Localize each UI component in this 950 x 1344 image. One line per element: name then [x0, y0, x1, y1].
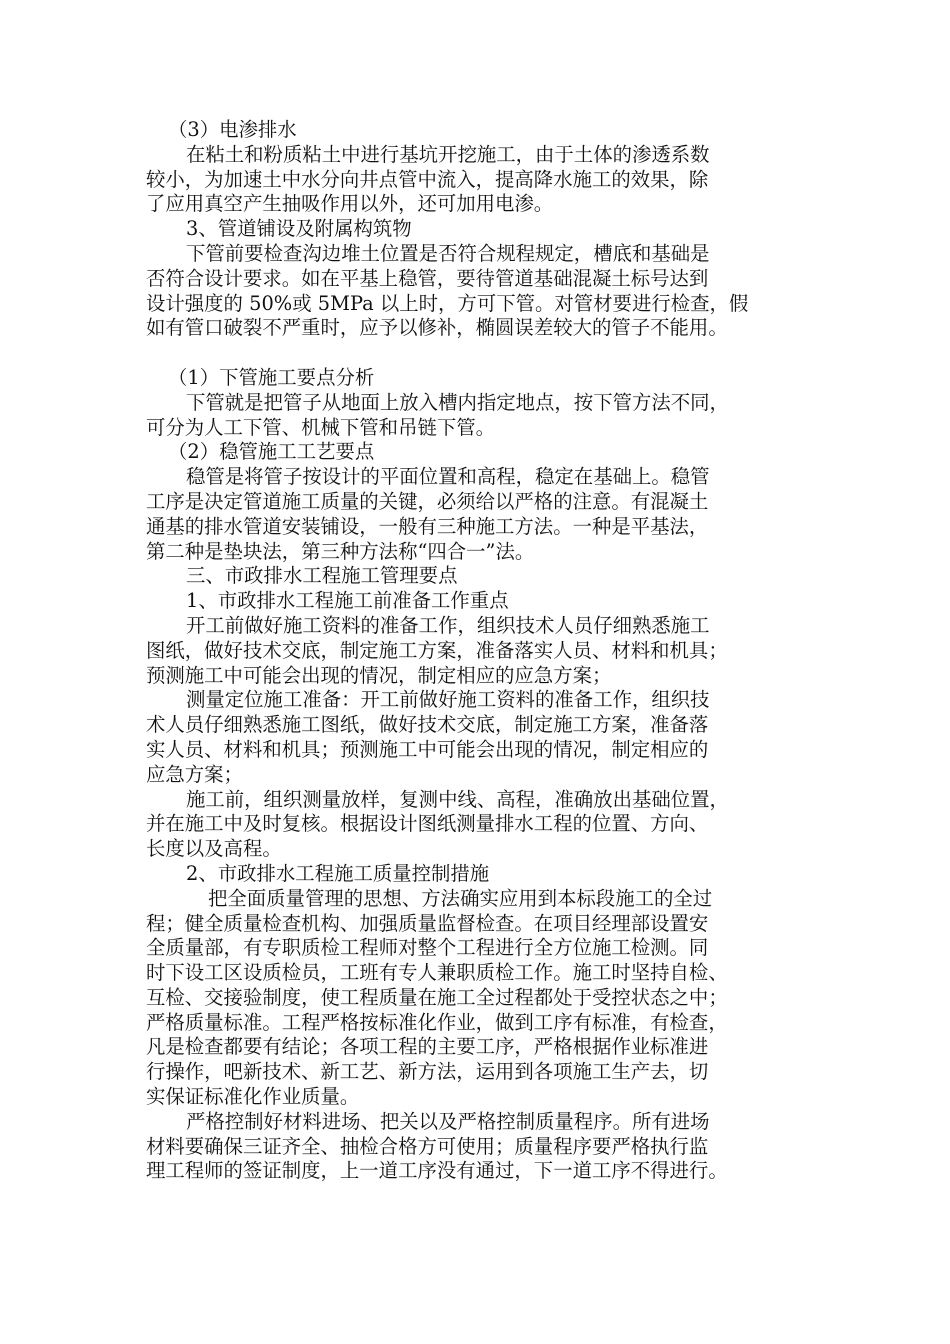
text-line: 行操作，吧新技术、新工艺、新方法，运用到各项施工生产去，切	[146, 1060, 709, 1084]
text-line: 开工前做好施工资料的准备工作，组织技术人员仔细熟悉施工	[186, 613, 710, 637]
heading-electroosmosis	[146, 118, 806, 143]
text-line: 严格质量标准。工程严格按标准化作业，做到工序有标准，有检查，	[146, 1010, 728, 1034]
paragraph-lowering	[146, 391, 806, 441]
text-line: 图纸，做好技术交底，制定施工方案，准备落实人员、材料和机具；	[146, 638, 728, 662]
paragraph-staking	[146, 788, 806, 862]
text-line: 下管就是把管子从地面上放入槽内指定地点，按下管方法不同，	[186, 390, 729, 414]
text-line: 测量定位施工准备：开工前做好施工资料的准备工作，组织技	[186, 688, 710, 712]
text-line: （3）电渗排水	[168, 118, 297, 141]
heading-stabilizing	[146, 440, 806, 465]
text-line: 在粘土和粉质粘土中进行基坑开挖施工，由于土体的渗透系数	[186, 142, 710, 166]
text-line: 预测施工中可能会出现的情况，制定相应的应急方案；	[146, 663, 612, 687]
text-line: 了应用真空产生抽吸作用以外，还可加用电渗。	[146, 192, 554, 216]
heading-quality	[146, 862, 806, 887]
text-line: 长度以及高程。	[146, 837, 282, 861]
text-line: 全质量部，有专职质检工程师对整个工程进行全方位施工检测。同	[146, 936, 709, 960]
text-line: 较小，为加速土中水分向井点管中流入，提高降水施工的效果，除	[146, 167, 709, 191]
text-line: 凡是检查都要有结论；各项工程的主要工序，严格根据作业标准进	[146, 1035, 709, 1059]
text-line: 可分为人工下管、机械下管和吊链下管。	[146, 415, 496, 439]
text-line: 实人员、材料和机具；预测施工中可能会出现的情况，制定相应的	[146, 737, 709, 761]
text-line: 稳管是将管子按设计的平面位置和高程，稳定在基础上。稳管	[186, 465, 710, 489]
text-line: （2）稳管施工工艺要点	[168, 440, 375, 464]
text-line: 通基的排水管道安装铺设，一般有三种施工方法。一种是平基法，	[146, 514, 709, 538]
paragraph-preparation	[146, 614, 806, 688]
text-line: 实保证标准化作业质量。	[146, 1085, 360, 1109]
paragraph-pipe-check	[146, 242, 806, 341]
heading-management	[146, 564, 806, 589]
text-line: 施工前，组织测量放样，复测中线、高程，准确放出基础位置，	[186, 787, 729, 811]
text-line: 第二种是垫块法，第三种方法称“四合一”法。	[146, 539, 535, 563]
text-line: 时下设工区设质检员，工班有专人兼职质检工作。施工时坚持自检、	[146, 961, 728, 985]
text-line: 术人员仔细熟悉施工图纸，做好技术交底，制定施工方案，准备落	[146, 713, 709, 737]
paragraph-quality	[146, 887, 806, 1110]
text-line: 否符合设计要求。如在平基上稳管，要待管道基础混凝土标号达到	[146, 266, 709, 290]
text-line: 把全面质量管理的思想、方法确实应用到本标段施工的全过	[208, 886, 713, 910]
text-line: 互检、交接验制度，使工程质量在施工全过程都处于受控状态之中；	[146, 985, 728, 1009]
text-line: 下管前要检查沟边堆土位置是否符合规程规定，槽底和基础是	[186, 241, 710, 265]
document-page	[146, 118, 806, 1184]
text-line: 1、市政排水工程施工前准备工作重点	[186, 589, 509, 613]
text-line: 2、市政排水工程施工质量控制措施	[186, 861, 490, 885]
blank-line	[146, 341, 806, 366]
paragraph-materials	[146, 1110, 806, 1184]
text-line: 设计强度的 50%或 5MPa 以上时，方可下管。对管材要进行检查，假	[146, 291, 749, 315]
text-line: 如有管口破裂不严重时，应予以修补，椭圆误差较大的管子不能用。	[146, 316, 728, 340]
heading-pipe-laying	[146, 217, 806, 242]
heading-preparation	[146, 589, 806, 614]
paragraph-survey	[146, 688, 806, 787]
paragraph-stabilizing	[146, 465, 806, 564]
text-line: 材料要确保三证齐全、抽检合格方可使用；质量程序要严格执行监	[146, 1134, 709, 1158]
text-line: 并在施工中及时复核。根据设计图纸测量排水工程的位置、方向、	[146, 812, 709, 836]
heading-lowering	[146, 366, 806, 391]
paragraph-electroosmosis	[146, 143, 806, 217]
text-line: 程；健全质量检查机构、加强质量监督检查。在项目经理部设置安	[146, 911, 709, 935]
text-line: 三、市政排水工程施工管理要点	[186, 564, 458, 588]
text-line: 理工程师的签证制度，上一道工序没有通过，下一道工序不得进行。	[146, 1159, 728, 1183]
text-line: 工序是决定管道施工质量的关键，必须给以严格的注意。有混凝土	[146, 489, 709, 513]
text-line: 应急方案；	[146, 762, 243, 786]
text-line: 严格控制好材料进场、把关以及严格控制质量程序。所有进场	[186, 1109, 710, 1133]
text-line: （1）下管施工要点分析	[168, 365, 375, 389]
text-line: 3、管道铺设及附属构筑物	[186, 217, 412, 241]
